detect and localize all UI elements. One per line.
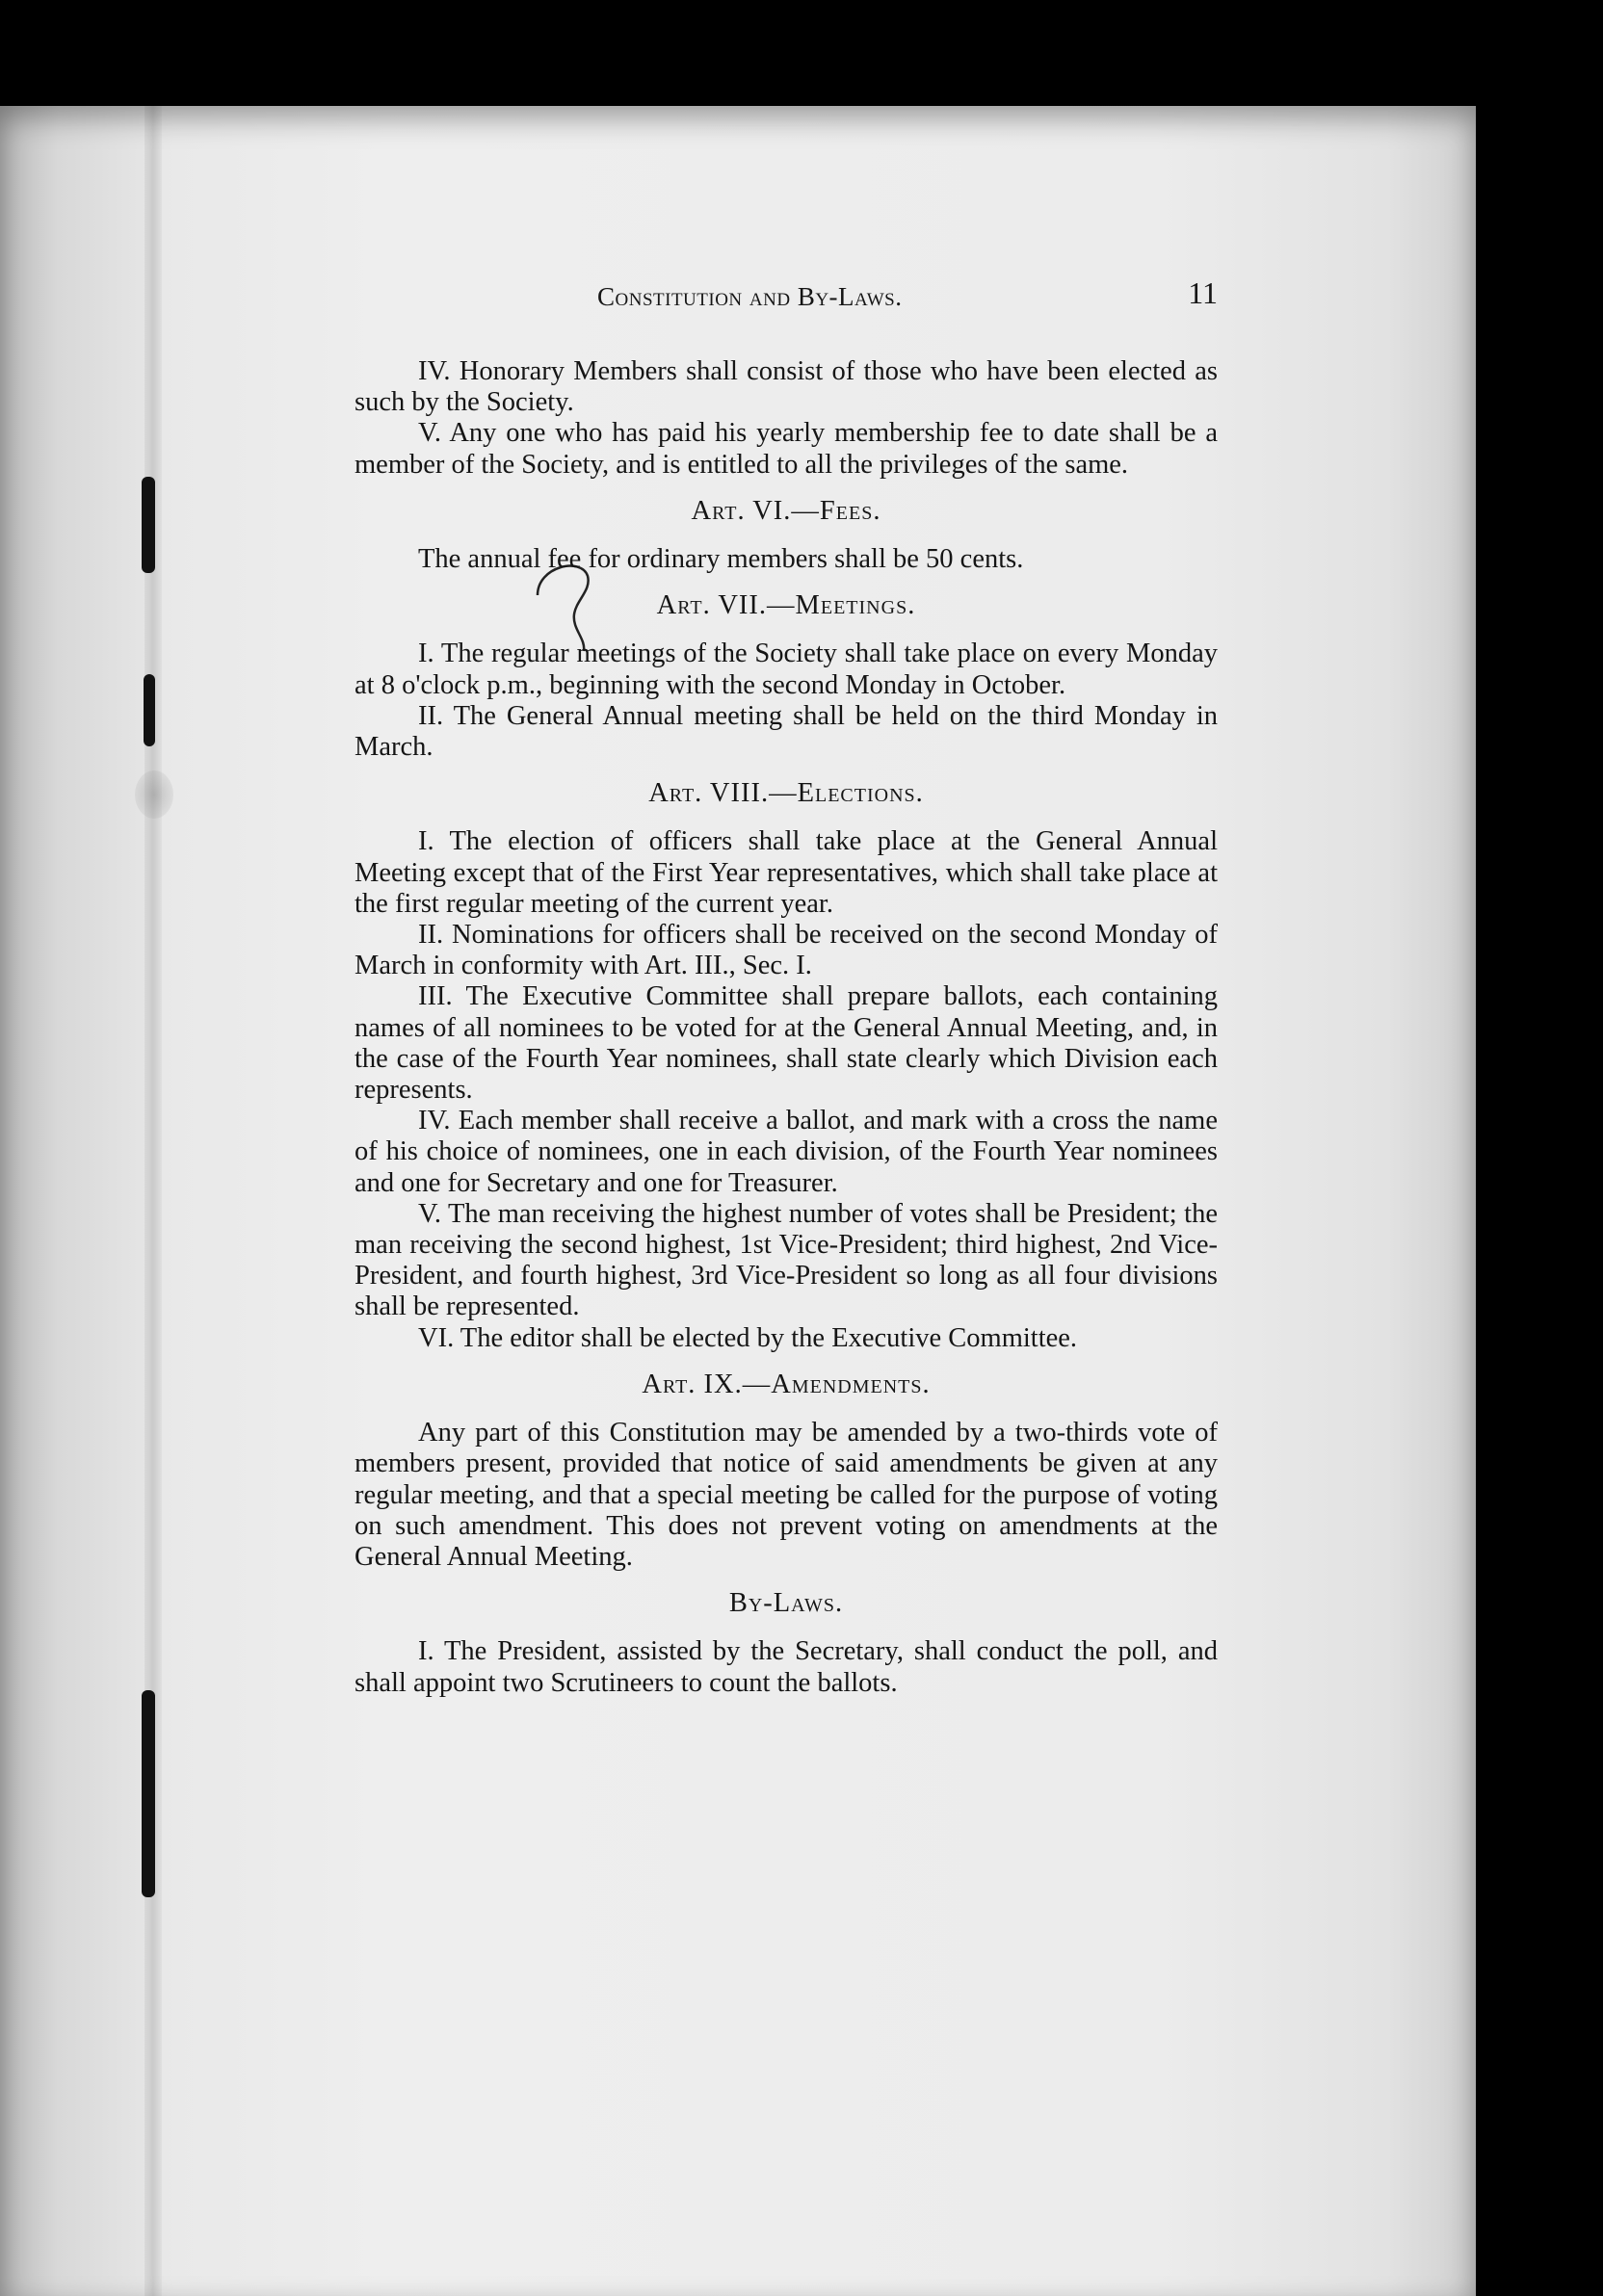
paragraph: IV. Each member shall receive a ballot, and mark with a cross the name of his choice of nominees, one in each division, of the Fourth Year nominees and one for Secretary and one for Treasurer. bbox=[355, 1106, 1218, 1198]
paragraph: III. The Executive Committee shall prepare ballots, each containing names of all nominees to be voted for at the General Annual Meeting, and, in the case of the Fourth Year nominees, shall state clearly which Division each represents. bbox=[355, 981, 1218, 1106]
section-heading: Art. VIII.—Elections. bbox=[648, 778, 924, 809]
binding-mark bbox=[142, 1690, 155, 1897]
paragraph: Any part of this Constitution may be amended by a two-thirds vote of members present, provided that notice of said amendments be given at any regular meeting, and that a special meeting be called for the purpose of voting on such amendment. This does not prevent voting on amendments at the General Annual Meeting. bbox=[355, 1418, 1218, 1572]
paragraph: II. The General Annual meeting shall be held on the third Monday in March. bbox=[355, 700, 1218, 763]
paragraph: I. The election of officers shall take place at the General Annual Meeting except that of the First Year representatives, which shall take place at the first regular meeting of the current year. bbox=[355, 826, 1218, 919]
paragraph: II. Nominations for officers shall be received on the second Monday of March in conformity with Art. III., Sec. I. bbox=[355, 920, 1218, 981]
binding-mark bbox=[144, 674, 155, 746]
paragraph: V. The man receiving the highest number of votes shall be President; the man receiving the second highest, 1st Vice-President; third highest, 2nd Vice-President, and fourth highest, 3rd Vice-President so long as all four divisions shall be represented. bbox=[355, 1198, 1218, 1322]
running-head: Constitution and By-Laws. bbox=[597, 282, 903, 311]
paragraph: IV. Honorary Members shall consist of those who have been elected as such by the Society. bbox=[355, 356, 1218, 418]
page-fold-shadow bbox=[145, 106, 162, 2296]
section-heading: Art. VI.—Fees. bbox=[691, 495, 881, 526]
smudge-mark bbox=[135, 770, 173, 819]
page-header bbox=[355, 272, 1218, 310]
section-heading: Art. IX.—Amendments. bbox=[642, 1369, 931, 1399]
section-heading: Art. VII.—Meetings. bbox=[656, 590, 916, 621]
binding-mark bbox=[142, 477, 155, 573]
page-number: 11 bbox=[1188, 275, 1218, 310]
paragraph: I. The regular meetings of the Society shall take place on every Monday at 8 o'clock p.m., beginning with the second Monday in October. bbox=[355, 639, 1218, 700]
paragraph: I. The President, assisted by the Secretary, shall conduct the poll, and shall appoint two Scrutineers to count the ballots. bbox=[355, 1636, 1218, 1698]
section-heading: By-Laws. bbox=[728, 1588, 844, 1619]
paragraph: V. Any one who has paid his yearly membership fee to date shall be a member of the Society, and is entitled to all the privileges of the same. bbox=[355, 418, 1218, 480]
paragraph: The annual fee for ordinary members shall be 50 cents. bbox=[418, 544, 1024, 575]
document-body bbox=[355, 272, 1218, 1699]
paragraph: VI. The editor shall be elected by the Executive Committee. bbox=[418, 1322, 1078, 1353]
